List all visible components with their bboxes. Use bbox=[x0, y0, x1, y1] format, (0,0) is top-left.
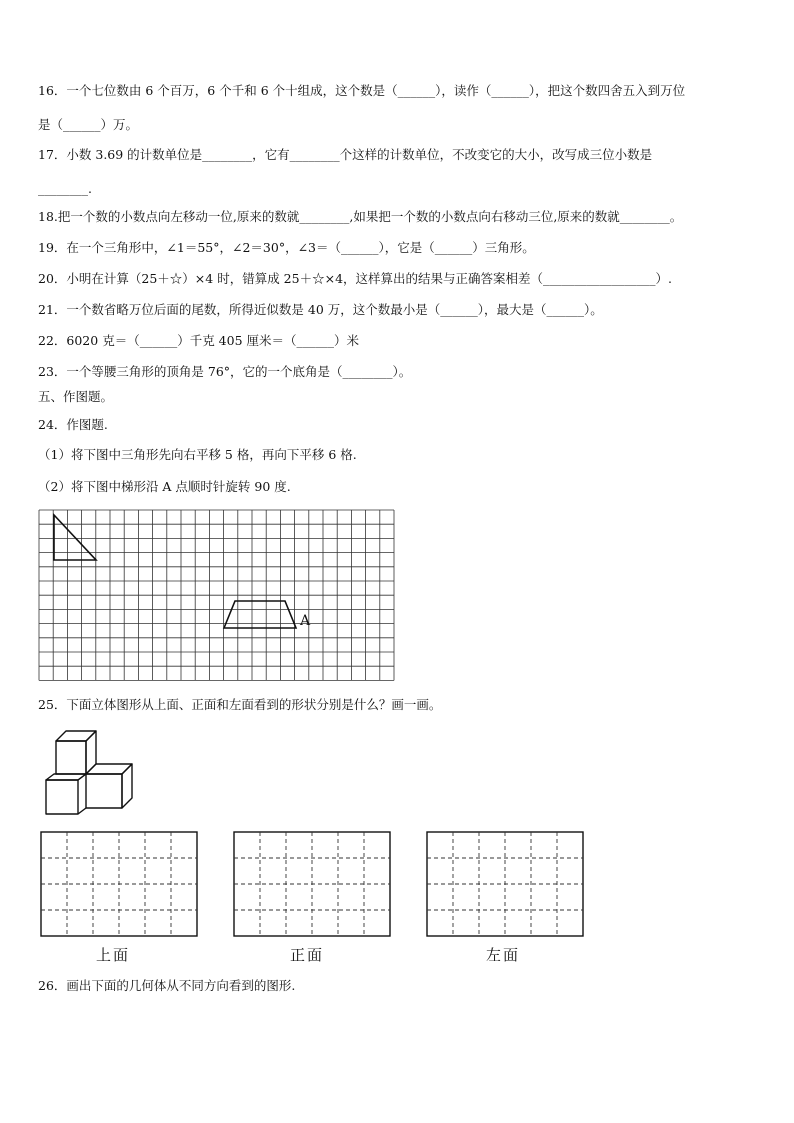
front-view-label: 正面 bbox=[290, 946, 325, 964]
top-view-grid bbox=[40, 831, 198, 939]
top-view-label: 上面 bbox=[96, 946, 131, 964]
question-17-line1: 17．小数 3.69 的计数单位是________，它有________个这样的计数单位，不改变它的大小，改写成三位小数是 bbox=[38, 147, 653, 162]
translation-rotation-grid bbox=[38, 509, 396, 681]
question-16-line2: 是（______）万。 bbox=[38, 117, 139, 132]
left-view-grid bbox=[426, 831, 584, 939]
section-5-heading: 五、作图题。 bbox=[38, 389, 114, 404]
question-24: 24．作图题. bbox=[38, 417, 108, 432]
cube-stack-figure bbox=[40, 728, 140, 820]
triangle-shape bbox=[54, 515, 96, 560]
question-20: 20．小明在计算（25＋☆）×4 时，错算成 25＋☆×4，这样算出的结果与正确答案相差（__________________）. bbox=[38, 271, 672, 286]
question-16-line1: 16．一个七位数由 6 个百万，6 个千和 6 个十组成，这个数是（______），读作（______），把这个数四舍五入到万位 bbox=[38, 83, 686, 98]
point-a-label: A bbox=[300, 613, 311, 629]
question-17-line2: ________. bbox=[38, 181, 92, 196]
question-22: 22．6020 克＝（______）千克 405 厘米＝（______）米 bbox=[38, 333, 359, 348]
question-18: 18.把一个数的小数点向左移动一位,原来的数就________,如果把一个数的小数点向右移动三位,原来的数就________。 bbox=[38, 209, 683, 224]
question-25: 25．下面立体图形从上面、正面和左面看到的形状分别是什么？画一画。 bbox=[38, 697, 442, 712]
left-view-label: 左面 bbox=[486, 946, 521, 964]
question-24-part2: （2）将下图中梯形沿 A 点顺时针旋转 90 度. bbox=[38, 479, 291, 494]
question-23: 23．一个等腰三角形的顶角是 76°，它的一个底角是（________）。 bbox=[38, 364, 412, 379]
question-19: 19．在一个三角形中，∠1＝55°，∠2＝30°，∠3＝（______），它是（______）三角形。 bbox=[38, 240, 535, 255]
question-26: 26．画出下面的几何体从不同方向看到的图形. bbox=[38, 978, 296, 993]
front-view-grid bbox=[233, 831, 391, 939]
question-21: 21．一个数省略万位后面的尾数，所得近似数是 40 万，这个数最小是（______），最大是（______）。 bbox=[38, 302, 603, 317]
question-24-part1: （1）将下图中三角形先向右平移 5 格，再向下平移 6 格. bbox=[38, 447, 357, 462]
